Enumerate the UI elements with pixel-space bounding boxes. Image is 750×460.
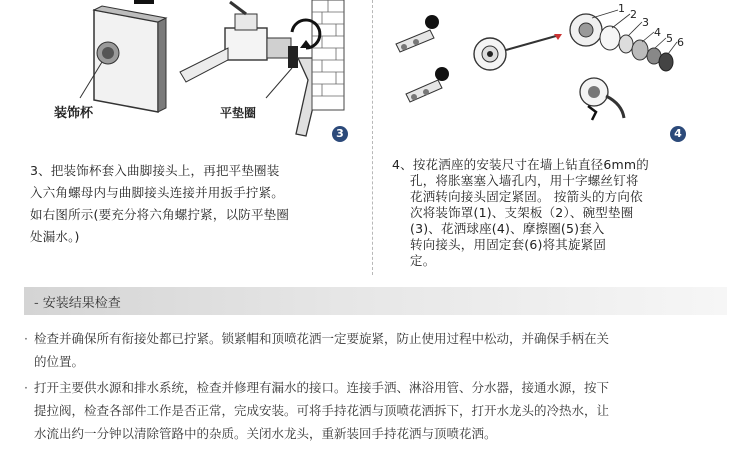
step3-illustration	[30, 0, 360, 148]
step4-badge-number: 4	[674, 127, 682, 140]
step4-illustration	[392, 0, 692, 148]
step4-line: 转向接头，用固定套(6)将其旋紧固	[410, 237, 607, 252]
check-line: 提拉阀，检查各部件工作是否正常，完成安装。可将手持花洒与顶喷花洒拆下，打开水龙头的冷热水，让	[34, 403, 610, 418]
part-number: 3	[642, 16, 649, 29]
step3-line: 3、把装饰杯套入曲脚接头上，再把平垫圈装	[30, 163, 280, 178]
step4-line: 定。	[410, 253, 436, 268]
step4-line: 4、按花洒座的安装尺寸在墙上钻直径6mm的	[392, 157, 649, 172]
part-number: 1	[618, 2, 625, 15]
step3-line: 入六角螺母内与曲脚接头连接并用扳手拧紧。	[30, 185, 285, 200]
step3-badge	[332, 126, 348, 142]
check-item	[24, 327, 724, 373]
check-line: 检查并确保所有衔接处都已拧紧。锁紧帽和顶喷花洒一定要旋紧，防止使用过程中松动，并确保手柄在关	[34, 331, 610, 346]
wall-anchor-bottom	[406, 67, 449, 102]
check-line: 打开主要供水源和排水系统，检查并修理有漏水的接口。连接手洒、淋浴用管、分水器，接通水源，按下	[34, 380, 610, 395]
cover-cup-label: 装饰杯	[54, 106, 94, 121]
section-title-text: 安装结果检查	[42, 296, 121, 311]
section-dash: -	[34, 296, 39, 311]
wall-anchor-top	[396, 15, 439, 52]
step4-line: 花洒转向接头固定紧固。 按箭头的方向依	[410, 189, 643, 204]
part-number: 6	[677, 36, 684, 49]
step3-badge-number: 3	[336, 127, 344, 140]
check-line: 的位置。	[34, 354, 85, 369]
flat-washer-label: 平垫圈	[220, 106, 257, 120]
step3-line: 如右图所示(要充分将六角螺拧紧，以防平垫圈	[30, 207, 290, 222]
bullet-dot: ·	[24, 331, 28, 346]
bullet-dot: ·	[24, 380, 28, 395]
step3-instructions	[30, 160, 365, 248]
step3-line: 处漏水。)	[30, 229, 80, 244]
step4-badge	[670, 126, 686, 142]
step4-line: (3)、花洒球座(4)、摩擦圈(5)套入	[410, 221, 605, 236]
check-item	[24, 376, 724, 445]
step4-instructions	[392, 157, 712, 269]
step4-line: 次将装饰罩(1)、支架板（2）、碗型垫圈	[410, 205, 634, 220]
check-line: 水流出约一分钟以清除管路中的杂质。关闭水龙头，重新装回手持花洒与顶喷花洒。	[34, 426, 497, 441]
part-number: 5	[666, 32, 673, 45]
step3-diagram	[30, 0, 360, 148]
part-number: 4	[654, 26, 661, 39]
install-check-header	[24, 287, 727, 315]
step4-line: 孔，将胀塞塞入墙孔内，用十字螺丝钉将	[410, 173, 639, 188]
column-divider	[372, 0, 373, 275]
section-title	[34, 292, 121, 311]
part-number: 2	[630, 8, 637, 21]
